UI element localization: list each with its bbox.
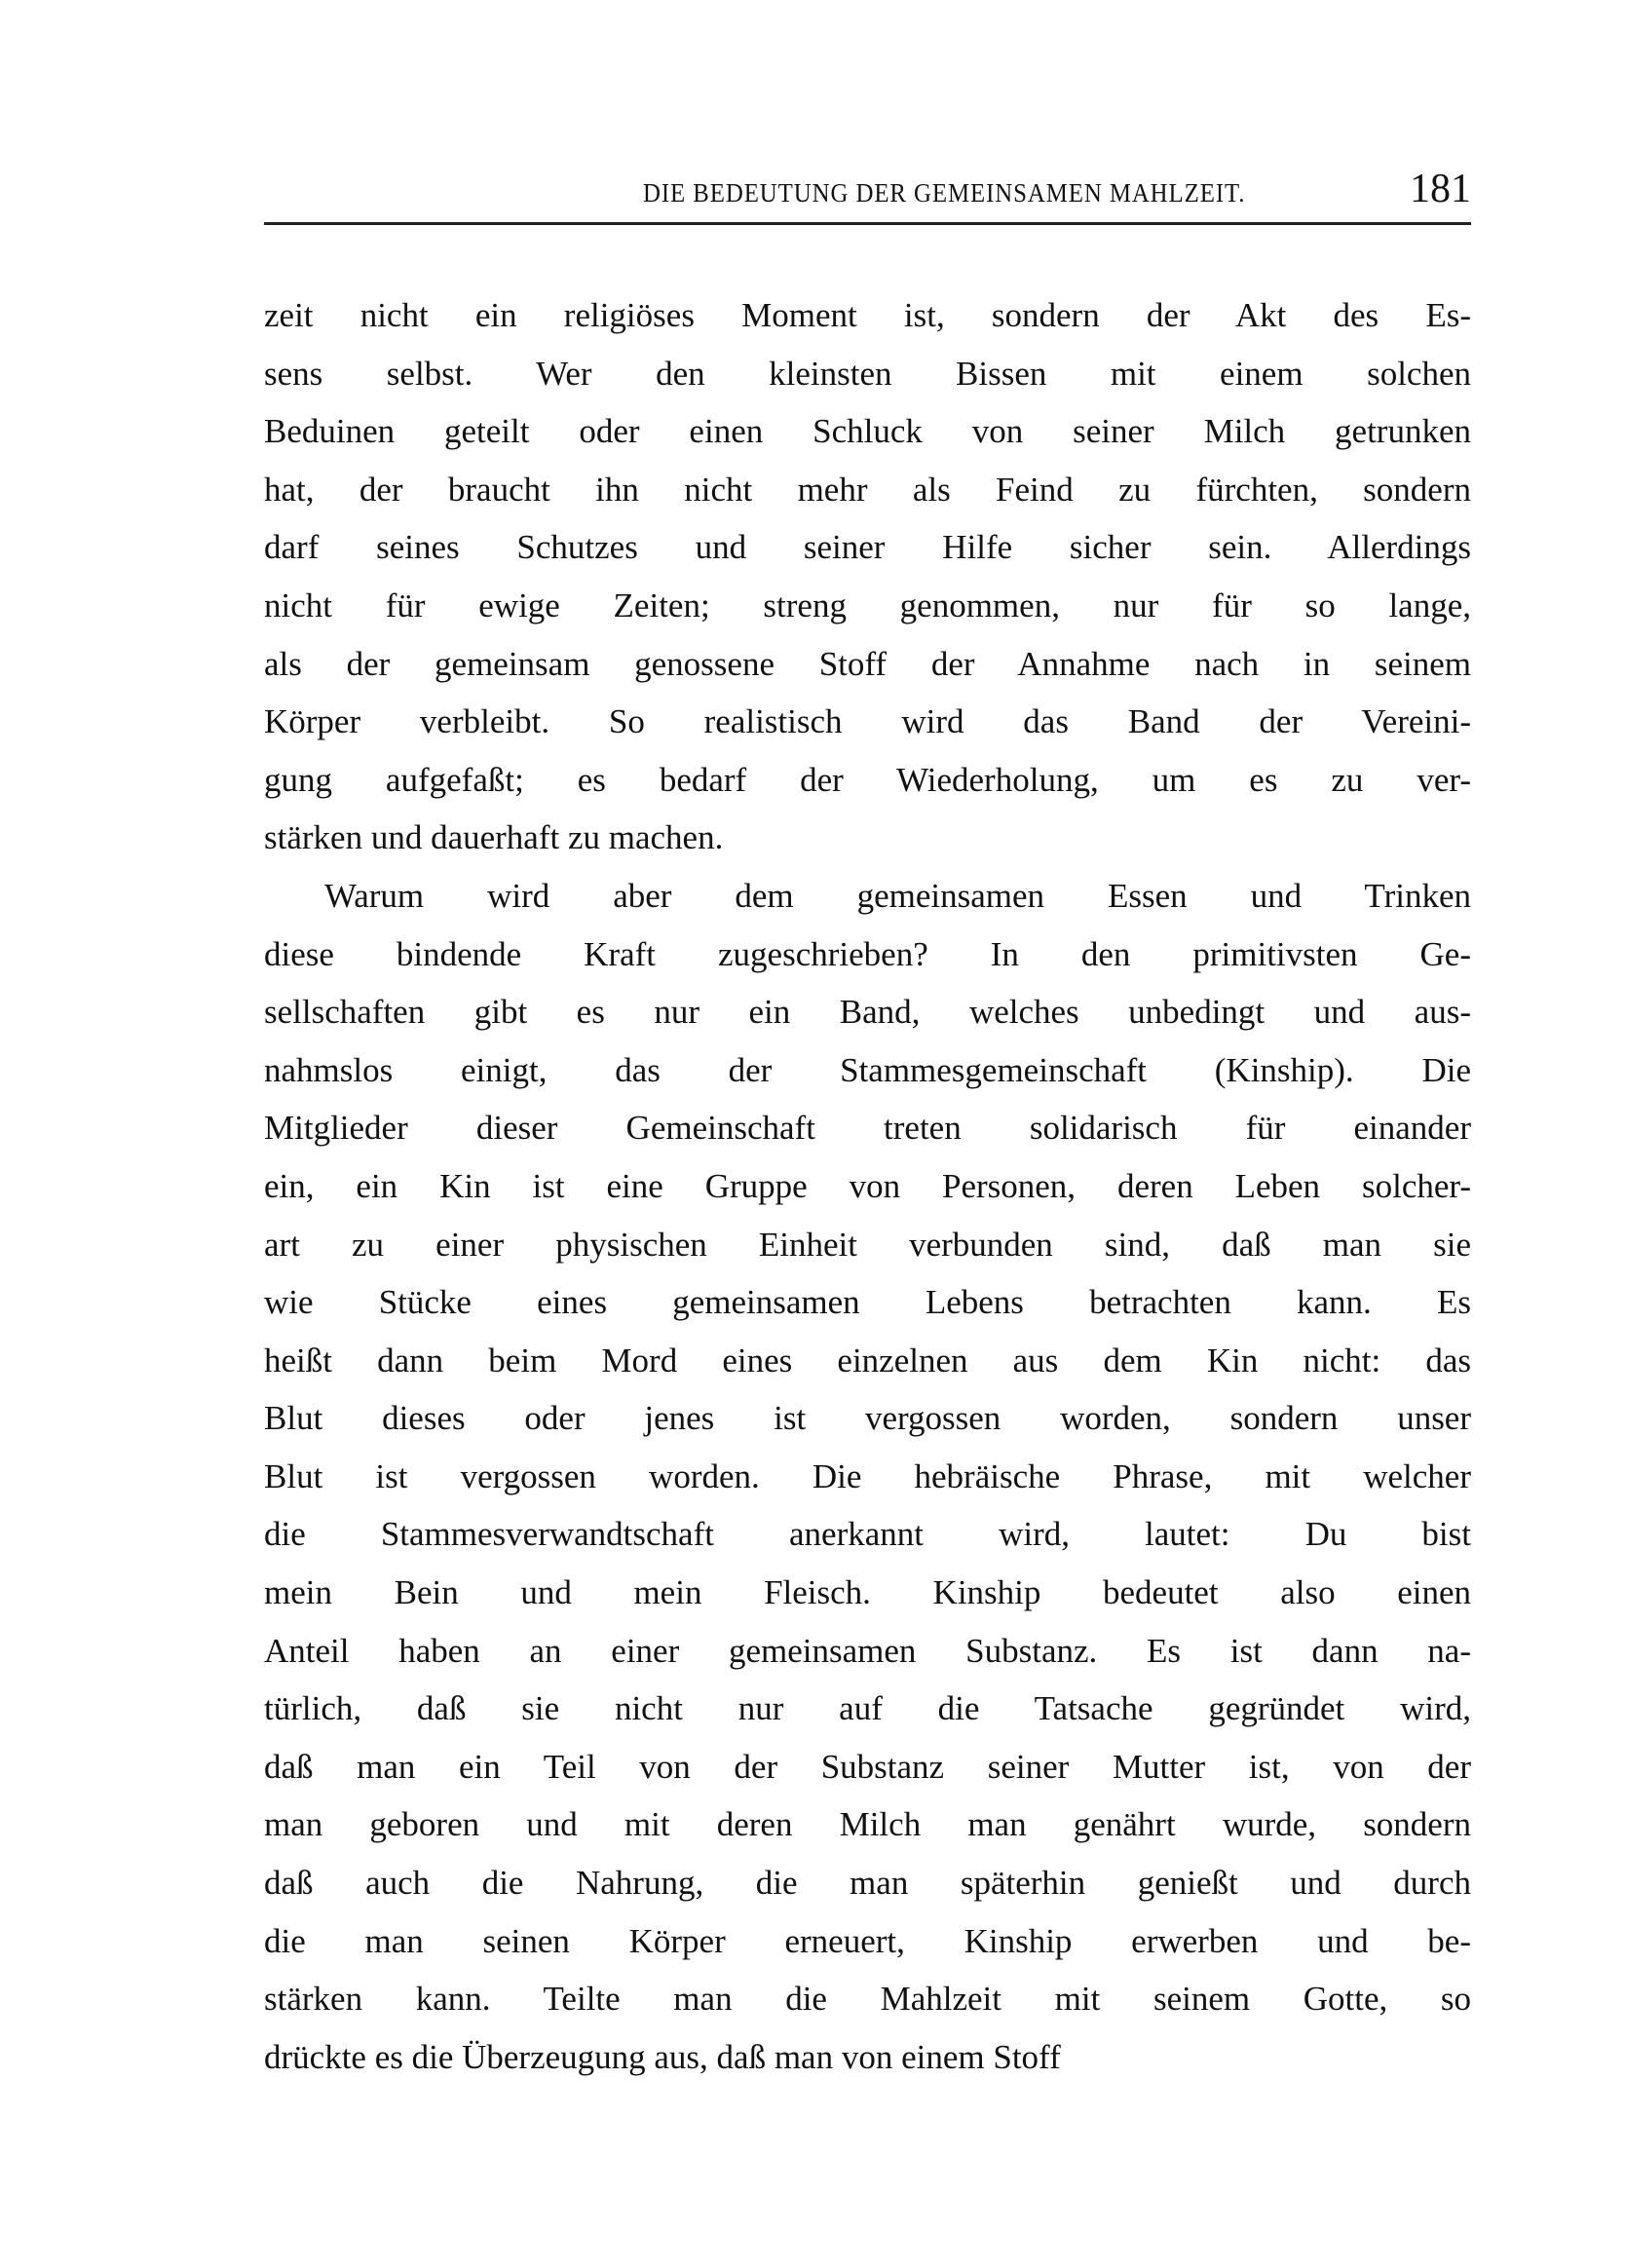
text-line: daß auch die Nahrung, die man späterhin genießt und durch (264, 1864, 1471, 1903)
text-line: stärken und dauerhaft zu machen. (264, 818, 724, 857)
text-line: daß man ein Teil von der Substanz seiner Mutter ist, von der (264, 1747, 1471, 1786)
text-line: zeit nicht ein religiöses Moment ist, sondern der Akt des Es- (264, 296, 1471, 334)
text-line: die Stammesverwandtschaft anerkannt wird, lautet: Du bist (264, 1515, 1471, 1554)
text-line: Anteil haben an einer gemeinsamen Substanz. Es ist dann na- (264, 1631, 1471, 1670)
text-line: art zu einer physischen Einheit verbunden sind, daß man sie (264, 1225, 1471, 1264)
running-header (264, 164, 1471, 212)
running-title: DIE BEDEUTUNG DER GEMEINSAMEN MAHLZEIT. (642, 178, 1246, 208)
text-line: Körper verbleibt. So realistisch wird das Band der Vereini- (264, 702, 1471, 741)
body-text (264, 286, 1471, 2086)
text-line: stärken kann. Teilte man die Mahlzeit mit seinem Gotte, so (264, 1980, 1471, 2019)
text-line: drückte es die Überzeugung aus, daß man von einem Stoff (264, 2037, 1061, 2076)
text-line: Blut dieses oder jenes ist vergossen worden, sondern unser (264, 1399, 1471, 1438)
text-line: nahmslos einigt, das der Stammesgemeinschaft (Kinship). Die (264, 1050, 1471, 1089)
text-line: darf seines Schutzes und seiner Hilfe sicher sein. Allerdings (264, 528, 1471, 567)
text-line: hat, der braucht ihn nicht mehr als Feind zu fürchten, sondern (264, 470, 1471, 509)
text-line: nicht für ewige Zeiten; streng genommen, nur für so lange, (264, 586, 1471, 624)
text-line: Blut ist vergossen worden. Die hebräische Phrase, mit welcher (264, 1456, 1471, 1495)
text-line: die man seinen Körper erneuert, Kinship erwerben und be- (264, 1921, 1471, 1960)
paragraph (264, 286, 1471, 867)
page-number: 181 (1410, 167, 1471, 211)
text-line: heißt dann beim Mord eines einzelnen aus dem Kin nicht: das (264, 1341, 1471, 1380)
text-line: sellschaften gibt es nur ein Band, welches unbedingt und aus- (264, 993, 1471, 1032)
text-line: diese bindende Kraft zugeschrieben? In den primitivsten Ge- (264, 934, 1471, 973)
text-line: Warum wird aber dem gemeinsamen Essen und Trinken (324, 876, 1471, 915)
text-line: türlich, daß sie nicht nur auf die Tatsache gegründet wird, (264, 1689, 1471, 1728)
text-line: sens selbst. Wer den kleinsten Bissen mit einem solchen (264, 354, 1471, 393)
text-line: mein Bein und mein Fleisch. Kinship bedeutet also einen (264, 1573, 1471, 1612)
text-line: gung aufgefaßt; es bedarf der Wiederholung, um es zu ver- (264, 760, 1471, 799)
text-line: man geboren und mit deren Milch man genährt wurde, sondern (264, 1805, 1471, 1844)
text-line: ein, ein Kin ist eine Gruppe von Personen, deren Leben solcher- (264, 1166, 1471, 1205)
text-line: Mitglieder dieser Gemeinschaft treten solidarisch für einander (264, 1109, 1471, 1148)
text-line: wie Stücke eines gemeinsamen Lebens betrachten kann. Es (264, 1283, 1471, 1322)
paragraph (264, 867, 1471, 2086)
text-line: als der gemeinsam genossene Stoff der Annahme nach in seinem (264, 644, 1471, 683)
text-line: Beduinen geteilt oder einen Schluck von seiner Milch getrunken (264, 412, 1471, 451)
header-rule (264, 222, 1471, 225)
